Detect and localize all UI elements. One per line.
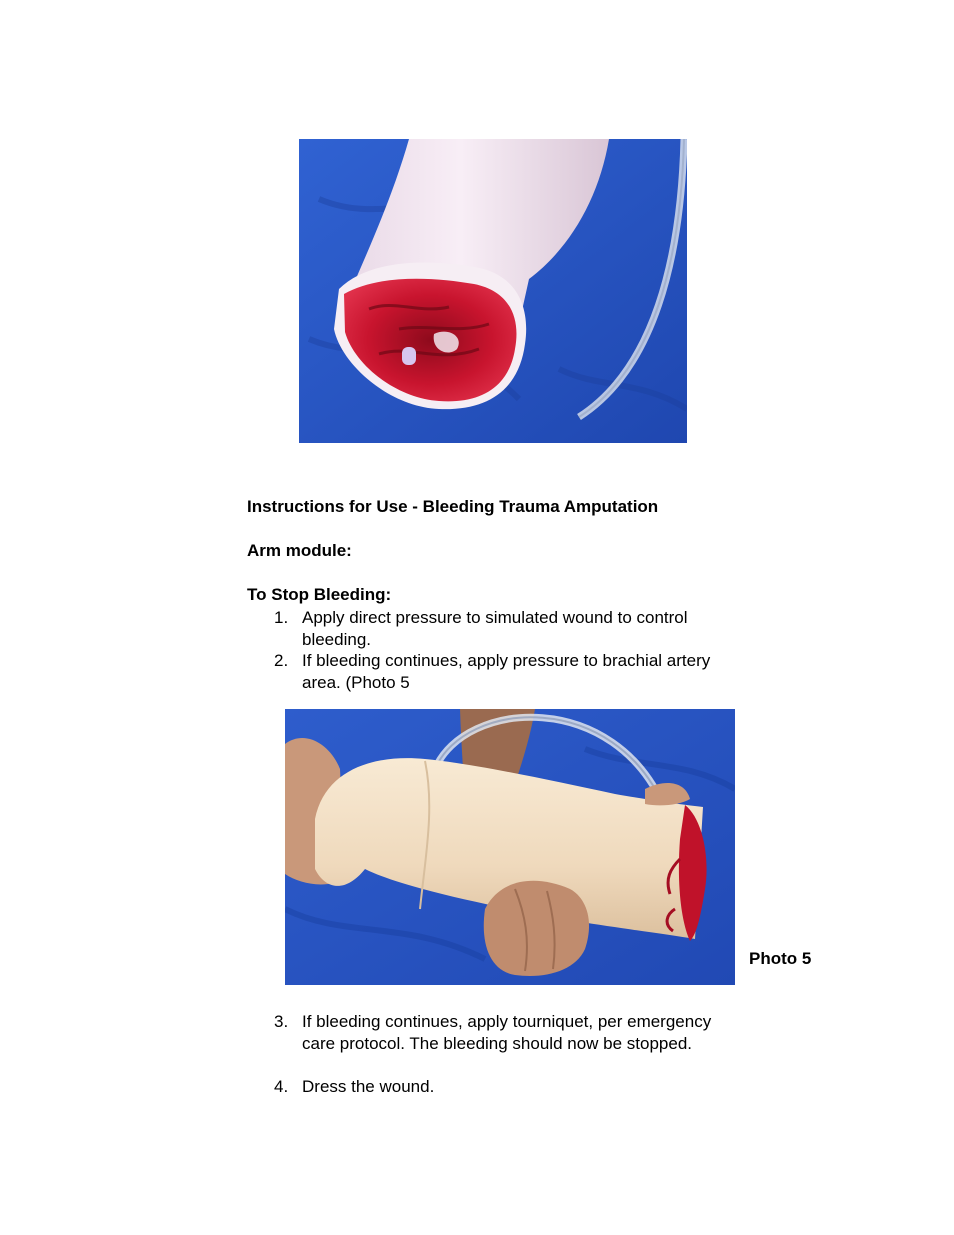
document-title: Instructions for Use - Bleeding Trauma Amputation [247, 497, 659, 516]
section-heading: To Stop Bleeding: [247, 585, 392, 604]
list-item-text: Dress the wound. [302, 1077, 435, 1096]
photo-caption: Photo 5 [749, 949, 812, 968]
list-item-number: 4. [274, 1077, 289, 1096]
list-item-text: If bleeding continues, apply pressure to brachial artery area. (Photo 5 [302, 651, 711, 692]
list-item-number: 3. [274, 1012, 289, 1031]
list-item-number: 1. [274, 608, 289, 627]
amputation-stump-photo [299, 139, 687, 443]
list-item-number: 2. [274, 651, 289, 670]
list-item-text: If bleeding continues, apply tourniquet, per emergency care protocol. The bleeding should now be stopped. [302, 1012, 712, 1053]
module-heading: Arm module: [247, 541, 352, 560]
list-item-text: Apply direct pressure to simulated wound to control bleeding. [302, 608, 688, 649]
brachial-pressure-photo [285, 709, 735, 985]
